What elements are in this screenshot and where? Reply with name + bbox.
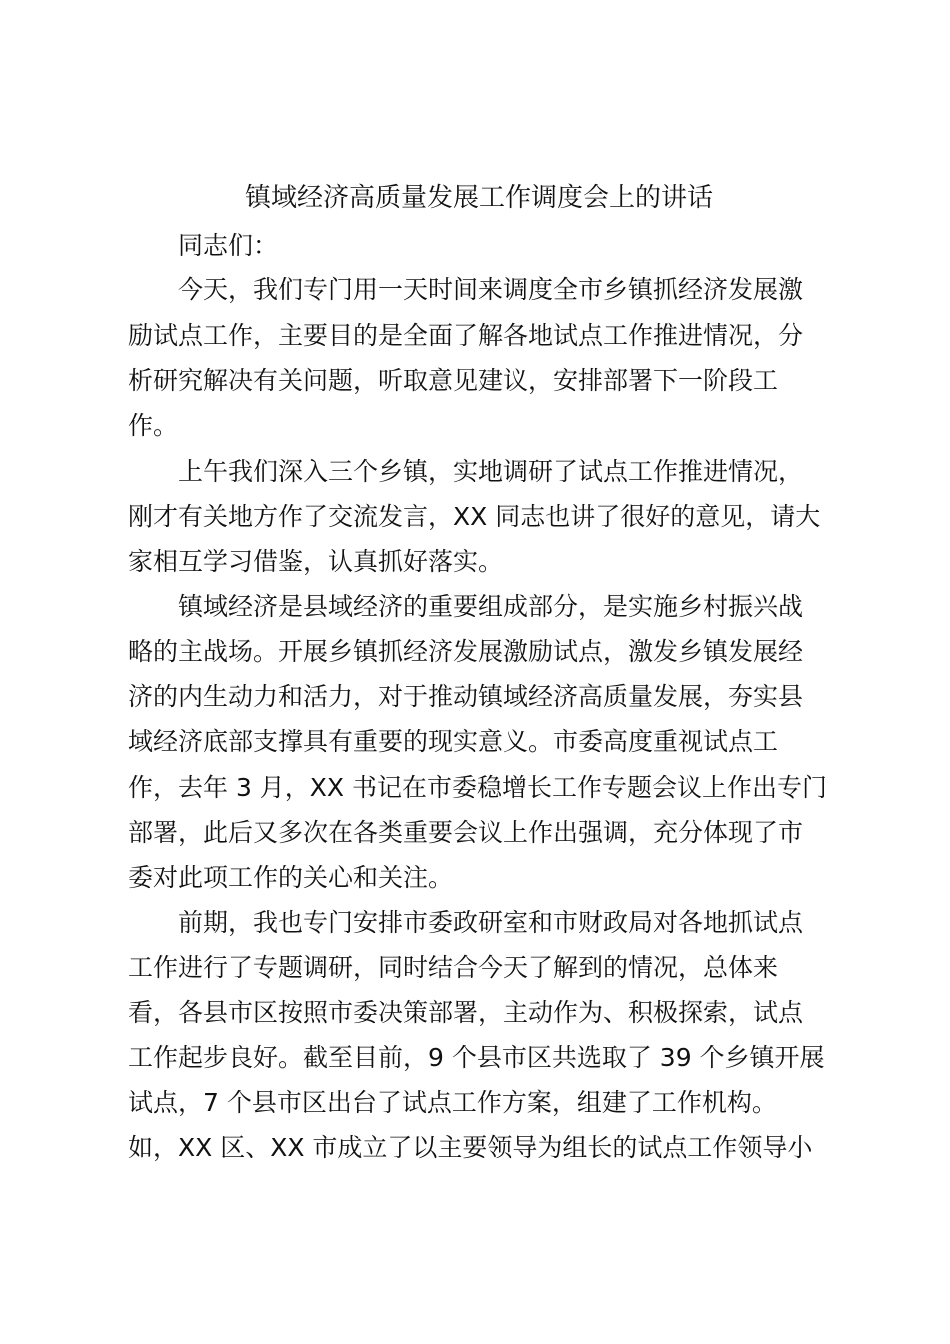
paragraph-line: 试点，7 个县市区出台了试点工作方案，组建了工作机构。 (128, 1088, 777, 1117)
paragraph-line: 委对此项工作的关心和关注。 (128, 863, 454, 892)
paragraph-line: 前期，我也专门安排市委政研室和市财政局对各地抓试点 (178, 908, 804, 937)
paragraph-line: 略的主战场。开展乡镇抓经济发展激励试点，激发乡镇发展经 (128, 637, 804, 666)
paragraph-line: 域经济底部支撑具有重要的现实意义。市委高度重视试点工 (128, 727, 779, 756)
salutation: 同志们： (178, 231, 279, 260)
paragraph-line: 刚才有关地方作了交流发言，XX 同志也讲了很好的意见，请大 (128, 502, 821, 531)
paragraph-line: 励试点工作，主要目的是全面了解各地试点工作推进情况，分 (128, 321, 804, 350)
paragraph-line: 家相互学习借鉴，认真抓好落实。 (128, 547, 504, 576)
paragraph-line: 镇域经济是县域经济的重要组成部分，是实施乡村振兴战 (178, 592, 804, 621)
document-title: 镇域经济高质量发展工作调度会上的讲话 (244, 183, 713, 213)
paragraph-line: 看，各县市区按照市委决策部署，主动作为、积极探索，试点 (128, 998, 804, 1027)
paragraph-line: 上午我们深入三个乡镇，实地调研了试点工作推进情况， (178, 457, 804, 486)
paragraph-line: 如，XX 区、XX 市成立了以主要领导为组长的试点工作领导小 (128, 1133, 813, 1162)
paragraph-line: 济的内生动力和活力，对于推动镇域经济高质量发展，夯实县 (128, 682, 804, 711)
paragraph-line: 作。 (128, 411, 179, 440)
paragraph-line: 工作进行了专题调研，同时结合今天了解到的情况，总体来 (128, 953, 779, 982)
paragraph-line: 作，去年 3 月，XX 书记在市委稳增长工作专题会议上作出专门 (128, 773, 828, 802)
paragraph-line: 部署，此后又多次在各类重要会议上作出强调，充分体现了市 (128, 818, 804, 847)
paragraph-line: 析研究解决有关问题，听取意见建议，安排部署下一阶段工 (128, 366, 779, 395)
paragraph-line: 工作起步良好。截至目前，9 个县市区共选取了 39 个乡镇开展 (128, 1043, 825, 1072)
paragraph-line: 今天，我们专门用一天时间来调度全市乡镇抓经济发展激 (178, 275, 804, 304)
